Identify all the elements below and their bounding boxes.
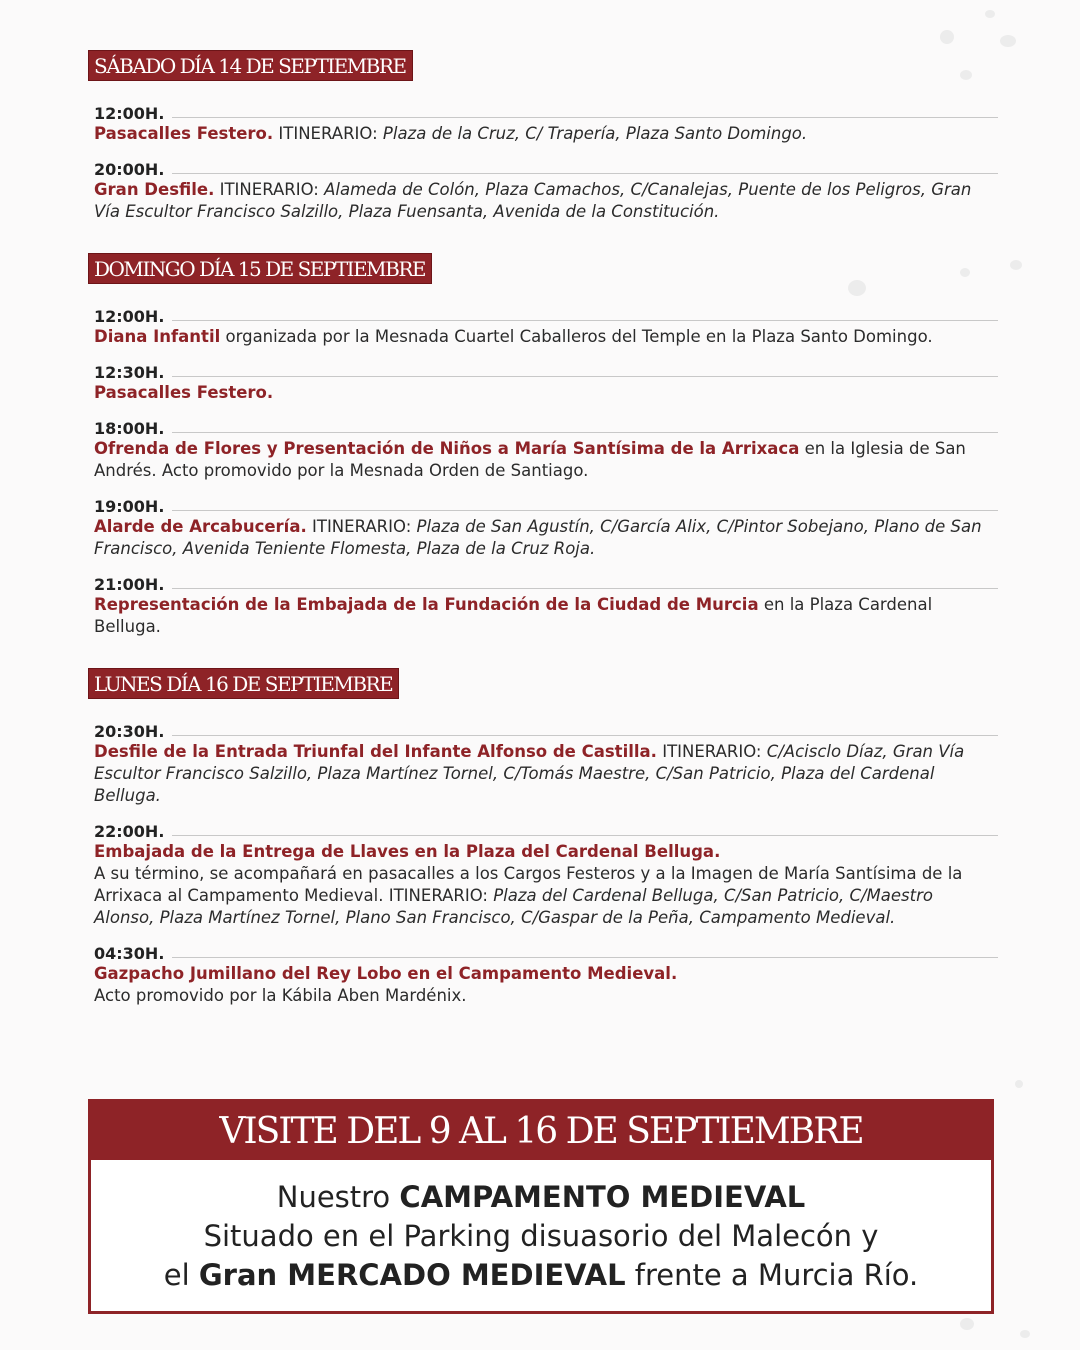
itinerary-label: ITINERARIO: <box>278 124 378 143</box>
day-header: DOMINGO DÍA 15 DE SEPTIEMBRE <box>88 253 432 284</box>
event-item <box>94 103 998 145</box>
event-title: Embajada de la Entrega de Llaves en la Plaza del Cardenal Belluga. <box>94 842 721 861</box>
banner-line3-c: frente a Murcia Río. <box>625 1258 919 1292</box>
banner-line3-a: el <box>163 1258 199 1292</box>
itinerary-label: ITINERARIO: <box>662 742 762 761</box>
event-route: C/Acisclo Díaz, Gran Vía Escultor Francisco Salzillo, Plaza Martínez Tornel, C/Tomás Maestre, C/San Patricio, Plaza del Cardenal Belluga. <box>94 742 965 805</box>
day-section-saturday <box>88 50 998 223</box>
program-content <box>88 50 998 1029</box>
divider <box>172 510 998 511</box>
divider <box>172 957 998 958</box>
event-item <box>94 821 998 929</box>
event-time: 20:00H. <box>94 160 165 179</box>
itinerary-label: ITINERARIO: <box>388 886 488 905</box>
banner-line3-b: Gran MERCADO MEDIEVAL <box>198 1258 626 1292</box>
event-route: Plaza del Cardenal Belluga, C/San Patricio, C/Maestro Alonso, Plaza Martínez Tornel, Plano San Francisco, C/Gaspar de la Peña, Campamento Medieval. <box>94 886 933 927</box>
event-route: Plaza de la Cruz, C/ Trapería, Plaza Santo Domingo. <box>382 124 808 143</box>
event-title: Gazpacho Jumillano del Rey Lobo en el Campamento Medieval. <box>94 964 678 983</box>
event-time: 18:00H. <box>94 419 165 438</box>
divider <box>172 376 998 377</box>
day-header: SÁBADO DÍA 14 DE SEPTIEMBRE <box>88 50 413 81</box>
event-title: Pasacalles Festero. <box>94 124 274 143</box>
event-time: 12:00H. <box>94 307 165 326</box>
banner-line2: Situado en el Parking disuasorio del Malecón y <box>203 1219 879 1253</box>
event-time: 19:00H. <box>94 497 165 516</box>
event-time: 04:30H. <box>94 944 165 963</box>
day-header: LUNES DÍA 16 DE SEPTIEMBRE <box>88 668 399 699</box>
event-item <box>94 721 998 807</box>
event-text: en la Plaza Cardenal Belluga. <box>94 595 933 636</box>
event-title: Diana Infantil <box>94 327 221 346</box>
event-item <box>94 362 998 404</box>
event-title: Ofrenda de Flores y Presentación de Niños a María Santísima de la Arrixaca <box>94 439 800 458</box>
event-time: 22:00H. <box>94 822 165 841</box>
event-text: Acto promovido por la Kábila Aben Mardénix. <box>94 986 467 1005</box>
event-title: Gran Desfile. <box>94 180 215 199</box>
event-item <box>94 574 998 638</box>
event-item <box>94 496 998 560</box>
event-item <box>94 306 998 348</box>
event-text: en la Iglesia de San Andrés. Acto promovido por la Mesnada Orden de Santiago. <box>94 439 966 480</box>
visit-banner <box>88 1099 994 1314</box>
day-section-sunday <box>88 253 998 638</box>
event-time: 12:30H. <box>94 363 165 382</box>
divider <box>172 117 998 118</box>
divider <box>172 173 998 174</box>
banner-line1-a: Nuestro <box>276 1180 400 1214</box>
divider <box>172 588 998 589</box>
event-item <box>94 418 998 482</box>
event-route: Plaza de San Agustín, C/García Alix, C/Pintor Sobejano, Plano de San Francisco, Avenida Teniente Flomesta, Plaza de la Cruz Roja. <box>94 517 982 558</box>
event-title: Desfile de la Entrada Triunfal del Infante Alfonso de Castilla. <box>94 742 657 761</box>
divider <box>172 735 998 736</box>
divider <box>172 320 998 321</box>
divider <box>172 432 998 433</box>
event-item <box>94 943 998 1007</box>
event-title: Representación de la Embajada de la Fundación de la Ciudad de Murcia <box>94 595 759 614</box>
banner-body <box>91 1160 991 1295</box>
event-time: 12:00H. <box>94 104 165 123</box>
event-time: 21:00H. <box>94 575 165 594</box>
event-time: 20:30H. <box>94 722 165 741</box>
event-text: A su término, se acompañará en pasacalles a los Cargos Festeros y a la Imagen de María Santísima de la Arrixaca al Campamento Medieval. <box>94 864 963 905</box>
divider <box>172 835 998 836</box>
itinerary-label: ITINERARIO: <box>312 517 412 536</box>
event-title: Pasacalles Festero. <box>94 383 274 402</box>
event-item <box>94 159 998 223</box>
event-text: organizada por la Mesnada Cuartel Caballeros del Temple en la Plaza Santo Domingo. <box>220 327 933 346</box>
event-title: Alarde de Arcabucería. <box>94 517 307 536</box>
event-route: Alameda de Colón, Plaza Camachos, C/Canalejas, Puente de los Peligros, Gran Vía Escultor Francisco Salzillo, Plaza Fuensanta, Avenida de la Constitución. <box>94 180 972 221</box>
day-section-monday <box>88 668 998 1007</box>
banner-line1-b: CAMPAMENTO MEDIEVAL <box>399 1180 806 1214</box>
itinerary-label: ITINERARIO: <box>219 180 319 199</box>
banner-title: VISITE DEL 9 AL 16 DE SEPTIEMBRE <box>91 1102 991 1160</box>
